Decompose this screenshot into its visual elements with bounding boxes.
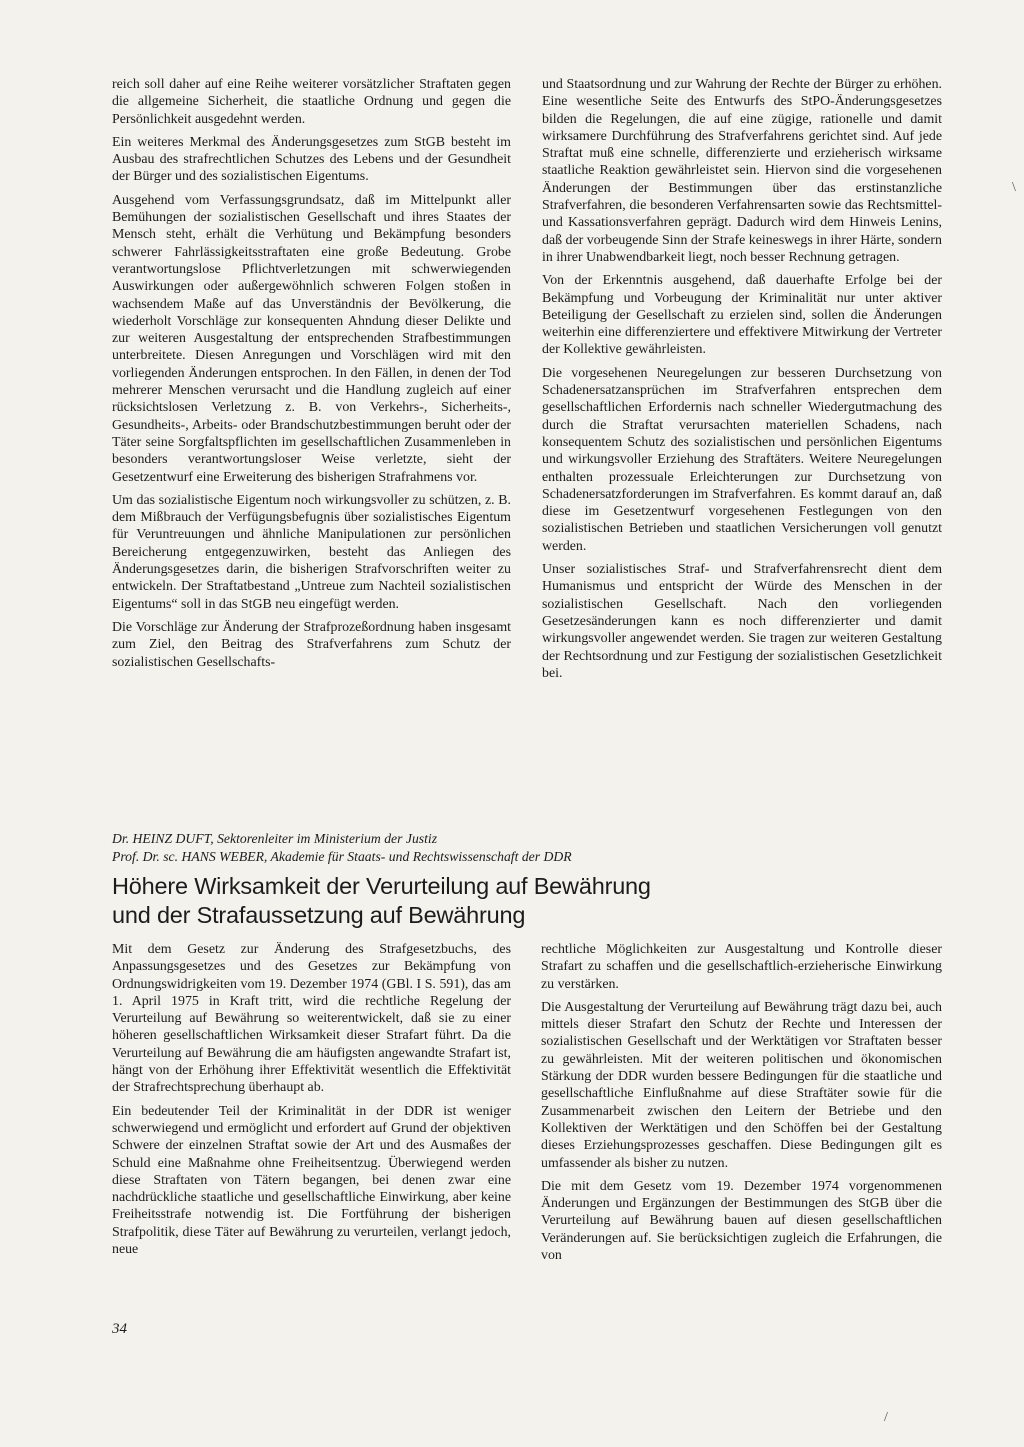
paragraph: reich soll daher auf eine Reihe weiterer vorsätzlicher Straftaten gegen die allgemeine Sicherheit, die staatliche Ordnung und gegen die Persönlichkeit ausgedehnt werden. <box>112 77 511 127</box>
paragraph: Ein bedeutender Teil der Kriminalität in der DDR ist weniger schwerwiegend und ermöglicht und erfordert auf Grund der objektiven Schwere der einzelnen Straftat sowie der Art und des Ausmaßes der Schuld eine Maßnahme ohne Freiheitsentzug. Überwiegend werden diese Straftaten von Tätern begangen, bei denen zwar eine nachdrückliche staatliche und gesellschaftliche Einwirkung, aber keine Freiheitsstrafe notwendig ist. Die Fortführung der bisherigen Strafpolitik, diese Täter auf Bewährung zu verurteilen, verlangt jedoch, neue <box>112 1103 511 1258</box>
headline-line: und der Strafaussetzung auf Bewährung <box>112 902 526 928</box>
paragraph: Die Vorschläge zur Änderung der Strafprozeßordnung haben insgesamt zum Ziel, den Beitrag des Strafverfahrens zum Schutz der sozialistischen Gesellschafts- <box>112 619 511 670</box>
paragraph: Die mit dem Gesetz vom 19. Dezember 1974 vorgenommenen Änderungen und Ergänzungen der Bestimmungen des StGB über die Verurteilung auf Bewährung bauen auf diesen gesellschaftlichen Veränderungen auf. Sie berücksichtigen zugleich die Erfahrungen, die von <box>541 1178 942 1264</box>
column-top-left <box>112 76 511 677</box>
scan-mark: \ <box>1012 180 1016 195</box>
paragraph: Um das sozialistische Eigentum noch wirkungsvoller zu schützen, z. B. dem Mißbrauch der Verfügungsbefugnis über sozialistisches Eigentum für Veruntreuungen und ähnliche Manipulationen zur persönlichen Bereicherung entgegenzuwirken, besteht das Anliegen des Änderungsgesetzes darin, die bisherigen Strafvorschriften weiter zu entwickeln. Der Straftatbestand „Untreue zum Nachteil sozialistischen Eigentums“ soll in das StGB neu eingefügt werden. <box>112 492 511 612</box>
paragraph: Mit dem Gesetz zur Änderung des Strafgesetzbuchs, des Anpassungsgesetzes und des Gesetzes zur Bekämpfung von Ordnungswidrigkeiten vom 19. Dezember 1974 (GBl. I S. 591), das am 1. April 1975 in Kraft tritt, wird die rechtliche Regelung der Verurteilung auf Bewährung so weiterentwickelt, daß sie zu einer höheren gesellschaftlichen Wirksamkeit dieser Strafart führt. Da die Verurteilung auf Bewährung die am häufigsten angewandte Strafart ist, hängt von der Erhöhung ihrer Effektivität wesentlich die Effektivität der Strafrechtsprechung überhaupt ab. <box>112 942 511 1096</box>
author-line: Prof. Dr. sc. HANS WEBER, Akademie für Staats- und Rechtswissenschaft der DDR <box>112 848 572 864</box>
paragraph: Ausgehend vom Verfassungsgrundsatz, daß im Mittelpunkt aller Bemühungen der sozialistischen Gesellschaft und ihres Staates der Mensch steht, erhält die Verhütung und Bekämpfung besonders schwerer Fahrlässigkeitsstraftaten eine große Bedeutung. Grobe verantwortungslose Pflichtverletzungen mit schwerwiegenden Auswirkungen oder außergewöhnlich schweren Folgen stoßen in wachsendem Maße auf das Unverständnis der Bevölkerung, die wiederholt Vorschläge zur konsequenten Ahndung dieser Delikte und zur weiteren Ausgestaltung der entsprechenden Strafbestimmungen unterbreitete. Diesen Anregungen und Vorschlägen wird mit den vorliegenden Änderungen entsprochen. In den Fällen, in denen der Tod mehrerer Menschen verursacht und die Handlung zugleich auf einer rücksichtslosen Verletzung z. B. von Verkehrs-, Sicherheits-, Gesundheits-, Arbeits- oder Brandschutzbestimmungen beruht oder der Täter seine Sorgfaltspflichten im gesellschaftlichen Zusammenleben in besonders verantwortungsloser Weise verletzte, sieht der Gesetzentwurf eine Erweiterung des bisherigen Strafrahmens vor. <box>112 192 511 485</box>
column-bottom-left <box>112 941 511 1264</box>
paragraph: und Staatsordnung und zur Wahrung der Rechte der Bürger zu erhöhen. Eine wesentliche Seite des Entwurfs des StPO-Änderungsgesetzes bilden die Regelungen, die auf eine zügige, rationelle und damit wirksamere Durchführung des Strafverfahrens gerichtet sind. Auf jede Straftat muß eine schnelle, differenzierte und erzieherisch wirksame staatliche Reaktion gewährleistet sein. Hiervon sind die vorgesehenen Änderungen der Bestimmungen über das erstinstanzliche Strafverfahren, die besonderen Verfahrensarten sowie das Rechtsmittel- und Kassationsverfahren geprägt. Dadurch wird dem Hinweis Lenins, daß der vorbeugende Sinn der Strafe keineswegs in ihrer Härte, sondern in ihrer Unabwendbarkeit liegt, noch besser Rechnung getragen. <box>542 77 942 265</box>
headline-line: Höhere Wirksamkeit der Verurteilung auf Bewährung <box>112 873 651 899</box>
column-top-right <box>542 76 942 688</box>
author-byline <box>112 830 952 865</box>
paragraph: Von der Erkenntnis ausgehend, daß dauerhafte Erfolge bei der Bekämpfung und Vorbeugung der Kriminalität nur unter aktiver Beteiligung der Gesellschaft zu erzielen sind, sollen die Änderungen weiterhin eine differenziertere und effektivere Mitwirkung der Vertreter der Kollektive gewährleisten. <box>542 273 942 358</box>
scan-mark: / <box>884 1410 888 1425</box>
column-bottom-right <box>541 941 942 1270</box>
page-number: 34 <box>112 1321 127 1337</box>
paragraph: Ein weiteres Merkmal des Änderungsgesetzes zum StGB besteht im Ausbau des strafrechtlichen Schutzes des Lebens und der Gesundheit der Bürger und des sozialistischen Eigentums. <box>112 134 511 185</box>
article-headline <box>112 872 872 930</box>
author-line: Dr. HEINZ DUFT, Sektorenleiter im Ministerium der Justiz <box>112 831 438 846</box>
paragraph: Die vorgesehenen Neuregelungen zur besseren Durchsetzung von Schadenersatzansprüchen im Strafverfahren entsprechen dem gesellschaftlichen Erfordernis nach schneller Wiedergutmachung des durch die Straftat verursachten materiellen Schadens, nach konsequentem Schutz des sozialistischen und persönlichen Eigentums und wirkungsvoller Erziehung des Straftäters. Weitere Neuregelungen enthalten prozessuale Erleichterungen zur Durchsetzung von Schadenersatzforderungen im Strafverfahren. Es kommt darauf an, daß diese im Gesetzentwurf vorgesehenen Festlegungen von den sozialistischen Betrieben und staatlichen Versicherungen voll genutzt werden. <box>542 365 942 554</box>
paragraph: Unser sozialistisches Straf- und Strafverfahrensrecht dient dem Humanismus und entspricht der Würde des Menschen in der sozialistischen Gesellschaft. Nach den vorliegenden Gesetzesänderungen kann es noch differenzierter und damit wirkungsvoller angewendet werden. Sie tragen zur weiteren Gestaltung der Rechtsordnung und zur Festigung der sozialistischen Gesetzlichkeit bei. <box>542 562 942 681</box>
paragraph: Die Ausgestaltung der Verurteilung auf Bewährung trägt dazu bei, auch mittels dieser Strafart den Schutz der Rechte und Interessen der sozialistischen Gesellschaft und der Werktätigen vor Straftaten besser zu gewährleisten. Mit der weiteren politischen und ökonomischen Stärkung der DDR wurden bessere Bedingungen für die staatliche und gesellschaftliche Einflußnahme auf diese Straftäter sowie für die Zusammenarbeit zwischen den Leitern der Betriebe und den Kollektiven der Werktätigen und den Schöffen bei der Gestaltung dieses Erziehungsprozesses geschaffen. Diese Bedingungen gilt es umfassender als bisher zu nutzen. <box>541 999 942 1171</box>
paragraph: rechtliche Möglichkeiten zur Ausgestaltung und Kontrolle dieser Strafart zu schaffen und die gesellschaftlich-erzieherische Einwirkung zu verstärken. <box>541 942 942 992</box>
